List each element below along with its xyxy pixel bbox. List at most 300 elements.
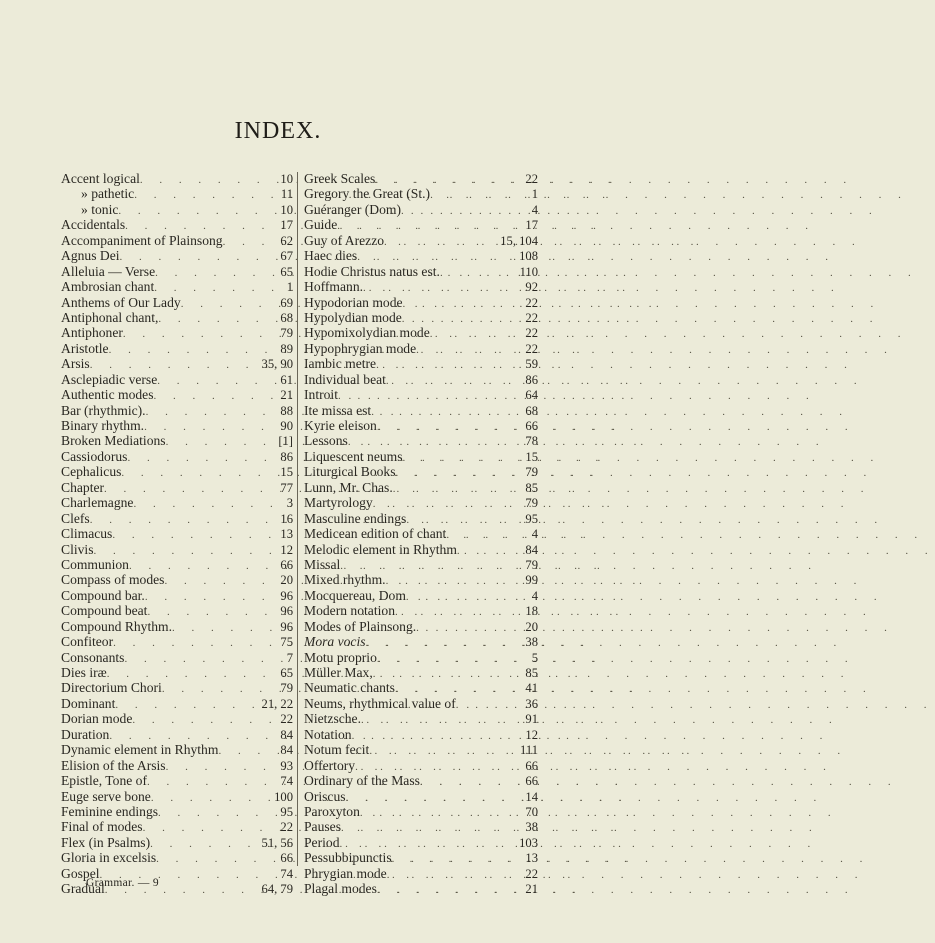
index-entry xyxy=(61,804,293,819)
index-term: Gregory the Great (St.) xyxy=(304,186,431,202)
page-number: 89 xyxy=(280,341,293,356)
page-number: 66 xyxy=(280,851,293,866)
dot-leader xyxy=(127,451,278,466)
page-number: 74 xyxy=(280,774,293,789)
dot-leader xyxy=(406,590,530,605)
index-term: Hypolydian mode xyxy=(304,309,402,325)
dot-leader xyxy=(157,374,278,389)
dot-leader xyxy=(377,652,530,667)
index-entry xyxy=(61,696,293,711)
index-entry xyxy=(61,186,293,201)
index-entry xyxy=(61,372,293,387)
page-number: 90 xyxy=(280,419,293,433)
index-entry xyxy=(61,557,293,572)
dot-leader xyxy=(132,713,278,728)
page-number: 7 xyxy=(286,650,293,665)
index-entry xyxy=(304,665,538,680)
page-number: 69 xyxy=(280,295,293,310)
index-entry xyxy=(304,480,538,495)
page-number: 65 xyxy=(280,264,293,279)
dot-leader xyxy=(134,188,279,203)
index-entry xyxy=(304,449,538,464)
page-number: 1 xyxy=(286,280,293,295)
page-number: 22 xyxy=(525,295,538,310)
page-number: 61 xyxy=(280,372,293,387)
page-number: [1] xyxy=(278,434,293,449)
index-entry xyxy=(61,619,293,634)
index-entry xyxy=(304,248,538,263)
page-number: 22 xyxy=(525,172,538,186)
index-term: Notation xyxy=(304,726,352,742)
dot-leader xyxy=(369,744,518,759)
dot-leader xyxy=(386,374,523,389)
dot-leader xyxy=(377,420,524,435)
index-entry xyxy=(61,418,293,433)
index-entry xyxy=(61,850,293,865)
index-term: Confiteor xyxy=(61,634,114,650)
dot-leader xyxy=(430,327,524,342)
dot-leader xyxy=(90,513,279,528)
page-number: 15, 104 xyxy=(500,233,538,248)
index-entry xyxy=(61,819,293,834)
dot-leader xyxy=(346,791,524,806)
page-number: 36 xyxy=(525,696,538,711)
dot-leader xyxy=(373,667,524,682)
index-entry xyxy=(61,341,293,356)
index-term: Neums, rhythmical value of xyxy=(304,695,456,711)
index-term: Euge serve bone xyxy=(61,788,151,804)
index-term: Clivis xyxy=(61,541,94,557)
index-term: Compound beat xyxy=(61,603,148,619)
index-entry xyxy=(304,233,538,248)
dot-leader xyxy=(166,760,279,775)
index-term: Epistle, Tone of xyxy=(61,773,148,789)
index-entry xyxy=(304,202,538,217)
index-entry xyxy=(304,789,538,804)
index-entry xyxy=(61,650,293,665)
page-number: 4 xyxy=(531,588,538,603)
index-term: Nietzsche. xyxy=(304,711,361,727)
page-number: 79 xyxy=(525,557,538,572)
index-entry xyxy=(61,727,293,742)
index-term: Compass of modes xyxy=(61,572,165,588)
index-entry xyxy=(61,279,293,294)
page-number: 51, 56 xyxy=(261,835,293,850)
index-entry xyxy=(304,804,538,819)
page-number: 85 xyxy=(525,480,538,495)
index-entry xyxy=(61,202,293,217)
dot-leader xyxy=(164,574,278,589)
page-number: 13 xyxy=(280,527,293,542)
page-number: 1 xyxy=(531,187,538,202)
index-term: Liturgical Books xyxy=(304,464,396,480)
dot-leader xyxy=(147,775,278,790)
page-number: 86 xyxy=(280,449,293,464)
page-number: 111 xyxy=(520,743,538,758)
index-entry xyxy=(304,758,538,773)
page-number: 10 xyxy=(280,202,293,217)
index-entry xyxy=(304,542,538,557)
dot-leader xyxy=(371,405,523,420)
index-term: Gradual xyxy=(61,881,105,897)
page-number: 18 xyxy=(525,604,538,619)
index-entry xyxy=(61,634,293,649)
dot-leader xyxy=(158,312,278,327)
index-entry xyxy=(61,603,293,618)
index-term: Pessubbipunctis xyxy=(304,850,392,866)
index-entry xyxy=(304,680,538,695)
dot-leader xyxy=(143,821,279,836)
index-term: Modern notation xyxy=(304,603,395,619)
index-entry xyxy=(304,464,538,479)
index-term: Antiphoner xyxy=(61,325,123,341)
index-entry xyxy=(304,588,538,603)
dot-leader xyxy=(118,204,278,219)
index-term: Asclepiadic verse xyxy=(61,371,158,387)
index-entry xyxy=(304,186,538,201)
page-number: 12 xyxy=(525,727,538,742)
dot-leader xyxy=(172,621,278,636)
index-term: Melodic element in Rhythm xyxy=(304,541,457,557)
index-entry xyxy=(304,650,538,665)
index-entry xyxy=(304,511,538,526)
page-number: 14 xyxy=(525,789,538,804)
page-number: 68 xyxy=(525,403,538,418)
page-number: 41 xyxy=(525,681,538,696)
index-term: Individual beat xyxy=(304,371,386,387)
page-number: 79 xyxy=(525,496,538,511)
index-term: Bar (rhythmic). xyxy=(61,402,146,418)
index-term: Compound Rhythm. xyxy=(61,618,173,634)
index-term: Motu proprio xyxy=(304,649,377,665)
index-term: Climacus xyxy=(61,526,113,542)
page-number: 21 xyxy=(525,882,538,897)
index-entry xyxy=(304,572,538,587)
index-term: Dorian mode xyxy=(61,711,133,727)
index-term: Haec dies xyxy=(304,248,358,264)
page-number: 13 xyxy=(525,851,538,866)
dot-leader xyxy=(150,837,259,852)
page-number: 22 xyxy=(280,712,293,727)
index-entry xyxy=(304,881,538,896)
page-number: 79 xyxy=(280,681,293,696)
index-term: Dies iræ xyxy=(61,665,107,680)
index-entry xyxy=(61,665,293,680)
index-term: Medicean edition of chant xyxy=(304,526,447,542)
index-entry xyxy=(61,680,293,695)
index-term: Dynamic element in Rhythm xyxy=(61,742,219,758)
index-entry xyxy=(61,495,293,510)
index-term: Compound bar. xyxy=(61,587,145,603)
index-entry xyxy=(304,634,538,649)
index-term: Alleluia — Verse xyxy=(61,263,156,279)
index-entry xyxy=(61,572,293,587)
index-entry xyxy=(304,696,538,711)
page-number: 84 xyxy=(525,542,538,557)
index-entry xyxy=(304,619,538,634)
dot-leader xyxy=(166,435,277,450)
page-number: 67 xyxy=(280,249,293,264)
page-number: 17 xyxy=(280,218,293,233)
page-number: 66 xyxy=(525,774,538,789)
index-term: Feminine endings xyxy=(61,803,159,819)
dot-leader xyxy=(162,682,279,697)
dot-leader xyxy=(384,235,498,250)
index-entry xyxy=(304,372,538,387)
index-entry xyxy=(61,449,293,464)
index-term: Martyrology xyxy=(304,495,373,511)
page-number: 99 xyxy=(525,573,538,588)
page-number: 66 xyxy=(525,419,538,433)
index-term: Hoffmann. xyxy=(304,279,364,295)
dot-leader xyxy=(386,574,524,589)
index-term: Hypodorian mode xyxy=(304,294,403,310)
index-term: » tonic xyxy=(81,201,119,217)
index-term: Lunn, Mr. Chas. xyxy=(304,479,393,495)
page-number: 95 xyxy=(280,804,293,819)
dot-leader xyxy=(155,266,278,281)
index-entry xyxy=(61,310,293,325)
page-number: 35, 90 xyxy=(261,357,293,372)
dot-leader xyxy=(416,621,523,636)
index-term: Period xyxy=(304,834,340,850)
page-number: 5 xyxy=(531,650,538,665)
page-number: 79 xyxy=(280,326,293,341)
page-number: 4 xyxy=(531,527,538,542)
index-entry xyxy=(304,866,538,881)
index-entry xyxy=(61,356,293,371)
index-term: Gospel xyxy=(61,865,100,881)
index-term: Müller Max, xyxy=(304,665,373,680)
index-term: Greek Scales xyxy=(304,171,376,186)
index-term: Modes of Plainsong. xyxy=(304,618,417,634)
dot-leader xyxy=(140,173,279,188)
index-entry xyxy=(61,433,293,448)
index-term: Charlemagne xyxy=(61,495,134,511)
page-number: 22 xyxy=(525,310,538,325)
page-number: 84 xyxy=(280,743,293,758)
dot-leader xyxy=(352,729,524,744)
page-number: 59 xyxy=(525,357,538,372)
index-entry xyxy=(304,711,538,726)
page-number: 86 xyxy=(525,372,538,387)
page-number: 79 xyxy=(525,465,538,480)
page-number: 38 xyxy=(525,635,538,650)
index-term: Offertory xyxy=(304,757,356,773)
index-term: Elision of the Arsis xyxy=(61,757,166,773)
index-term: Arsis xyxy=(61,356,90,372)
index-term: Gloria in excelsis xyxy=(61,850,157,866)
index-entry xyxy=(304,603,538,618)
index-term: Aristotle xyxy=(61,340,109,356)
index-entry xyxy=(61,711,293,726)
dot-leader xyxy=(181,297,279,312)
index-entry xyxy=(61,773,293,788)
index-column-right xyxy=(304,171,538,897)
page-number: 38 xyxy=(525,820,538,835)
dot-leader xyxy=(123,327,278,342)
index-entry xyxy=(304,325,538,340)
dot-leader xyxy=(361,713,523,728)
index-entry xyxy=(304,217,538,232)
page-number: 17 xyxy=(525,218,538,233)
index-term: Mora vocis xyxy=(304,634,366,650)
index-term: Communion xyxy=(61,556,129,572)
dot-leader xyxy=(403,297,524,312)
index-entry xyxy=(61,789,293,804)
dot-leader xyxy=(376,358,523,373)
index-term: » pathetic xyxy=(81,186,135,202)
dot-leader xyxy=(158,806,278,821)
index-entry xyxy=(304,171,538,186)
index-term: Missal xyxy=(304,556,341,572)
page-number: 78 xyxy=(525,434,538,449)
dot-leader xyxy=(440,266,518,281)
page-number: 96 xyxy=(280,619,293,634)
page-number: 75 xyxy=(280,635,293,650)
index-term: Guéranger (Dom) xyxy=(304,201,402,217)
index-term: Hypophrygian mode xyxy=(304,340,417,356)
index-entry xyxy=(304,773,538,788)
index-entry xyxy=(61,742,293,757)
index-term: Mocquereau, Dom xyxy=(304,587,406,603)
index-entry xyxy=(61,758,293,773)
index-entry xyxy=(61,511,293,526)
page-number: 100 xyxy=(274,789,293,804)
dot-leader xyxy=(121,466,278,481)
index-entry xyxy=(304,835,538,850)
index-entry xyxy=(304,557,538,572)
dot-leader xyxy=(113,636,278,651)
index-entry xyxy=(61,464,293,479)
page-number: 10 xyxy=(280,172,293,186)
page-number: 62 xyxy=(280,233,293,248)
page-number: 66 xyxy=(280,557,293,572)
index-term: Lessons xyxy=(304,433,348,449)
index-entry xyxy=(304,356,538,371)
index-term: Hypomixolydian mode xyxy=(304,325,430,341)
page-number: 22 xyxy=(280,820,293,835)
dot-leader xyxy=(396,466,524,481)
dot-leader xyxy=(392,852,524,867)
dot-leader xyxy=(146,405,279,420)
index-term: Agnus Dei xyxy=(61,248,120,264)
dot-leader xyxy=(341,821,523,836)
index-entry xyxy=(304,264,538,279)
dot-leader xyxy=(393,482,524,497)
index-entry xyxy=(304,742,538,757)
dot-leader xyxy=(446,528,529,543)
index-term: Final of modes xyxy=(61,819,143,835)
dot-leader xyxy=(223,235,279,250)
dot-leader xyxy=(366,636,524,651)
dot-leader xyxy=(387,868,524,883)
dot-leader xyxy=(377,883,524,898)
index-entry xyxy=(304,295,538,310)
index-term: Paroxyton xyxy=(304,803,360,819)
index-entry xyxy=(304,403,538,418)
dot-leader xyxy=(145,590,279,605)
index-term: Ambrosian chant xyxy=(61,279,155,295)
index-term: Liquescent neums xyxy=(304,448,403,464)
index-term: Masculine endings xyxy=(304,510,407,526)
index-term: Ite missa est xyxy=(304,402,372,418)
index-entry xyxy=(61,403,293,418)
index-term: Anthems of Our Lady xyxy=(61,294,181,310)
index-entry xyxy=(304,850,538,865)
dot-leader xyxy=(457,544,524,559)
page-number: 108 xyxy=(519,249,538,264)
index-entry xyxy=(304,279,538,294)
index-term: Kyrie eleison xyxy=(304,418,377,433)
index-term: Consonants xyxy=(61,649,125,665)
index-entry xyxy=(61,264,293,279)
page-number: 68 xyxy=(280,310,293,325)
dot-leader xyxy=(109,343,279,358)
page-number: 65 xyxy=(280,666,293,680)
index-term: Oriscus xyxy=(304,788,346,804)
index-entry xyxy=(61,480,293,495)
page-number: 64 xyxy=(525,388,538,403)
page-number: 12 xyxy=(280,542,293,557)
page-number: 20 xyxy=(280,573,293,588)
index-term: Iambic metre xyxy=(304,356,377,372)
page-number: 96 xyxy=(280,588,293,603)
dot-leader xyxy=(420,775,524,790)
page-number: 64, 79 xyxy=(261,882,293,897)
index-term: Accent logical xyxy=(61,171,140,186)
index-term: Notum fecit xyxy=(304,742,370,758)
index-entry xyxy=(304,727,538,742)
page-number: 4 xyxy=(531,202,538,217)
dot-leader xyxy=(115,698,259,713)
index-term: Accompaniment of Plainsong xyxy=(61,232,223,248)
index-term: Flex (in Psalms) xyxy=(61,834,151,850)
index-term: Mixed rhythm. xyxy=(304,572,386,588)
index-column-left xyxy=(61,171,293,897)
page-number: 15 xyxy=(280,465,293,480)
dot-leader xyxy=(151,791,272,806)
page-number: 93 xyxy=(280,758,293,773)
dot-leader xyxy=(430,188,530,203)
dot-leader xyxy=(218,744,278,759)
page-number: 11 xyxy=(280,187,293,202)
index-entry xyxy=(61,387,293,402)
index-entry xyxy=(304,310,538,325)
page-number: 16 xyxy=(280,511,293,526)
index-entry xyxy=(304,495,538,510)
index-entry xyxy=(304,819,538,834)
index-term: Neumatic chants xyxy=(304,680,395,696)
index-entry xyxy=(61,248,293,263)
index-term: Accidentals xyxy=(61,217,126,233)
index-entry xyxy=(61,835,293,850)
index-term: Guy of Arezzo xyxy=(304,232,385,248)
index-entry xyxy=(304,526,538,541)
page-number: 70 xyxy=(525,804,538,819)
index-term: Binary rhythm. xyxy=(61,418,145,433)
index-term: Duration xyxy=(61,726,110,742)
signature-mark: Grammar. — 9 xyxy=(86,877,159,889)
dot-leader xyxy=(156,852,278,867)
dot-leader xyxy=(360,806,524,821)
index-entry xyxy=(61,233,293,248)
index-entry xyxy=(61,542,293,557)
index-term: Phrygian mode xyxy=(304,865,387,881)
index-term: Broken Mediations xyxy=(61,433,166,449)
index-term: Antiphonal chant, xyxy=(61,309,159,325)
index-entry xyxy=(61,588,293,603)
